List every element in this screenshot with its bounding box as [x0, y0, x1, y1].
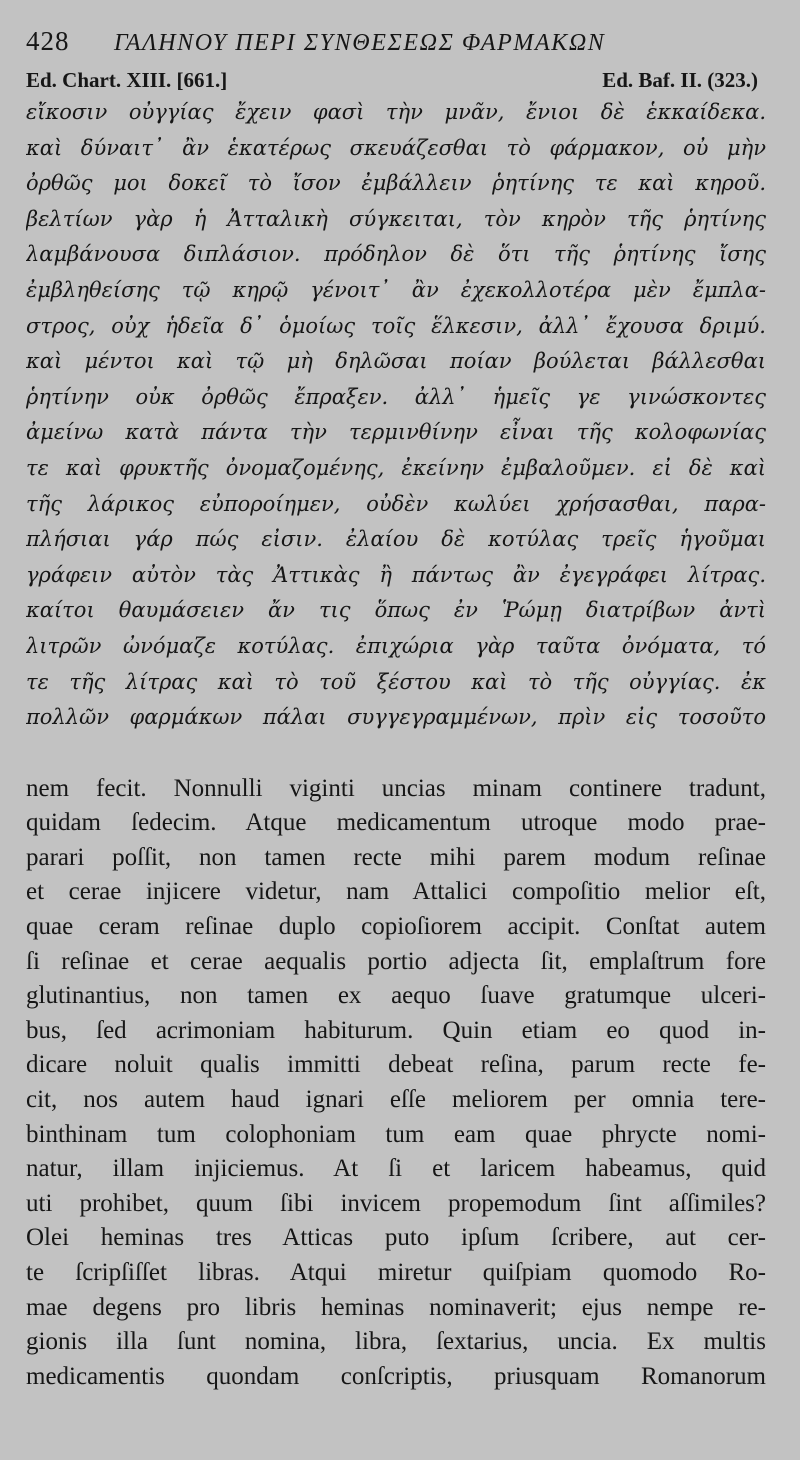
- latin-text-line: natur, illam injiciemus. At ſi et laricem habeamus, quid: [26, 1155, 766, 1183]
- latin-text-line: gionis illa ſunt nomina, libra, ſextarius, uncia. Ex multis: [26, 1328, 766, 1356]
- latin-text-line: quidam ſedecim. Atque medicamentum utroque modo prae-: [26, 809, 766, 837]
- greek-text-line: ῥητίνην οὐκ ὀρθῶς ἔπραξεν. ἀλλ᾽ ἡμεῖς γε γινώσκοντες: [26, 384, 766, 409]
- greek-text-line: καὶ μέντοι καὶ τῷ μὴ δηλῶσαι ποίαν βούλεται βάλλεσθαι: [26, 349, 766, 374]
- latin-text-line: te ſcripſiſſet libras. Atqui miretur quiſpiam quomodo Ro-: [26, 1259, 766, 1286]
- edition-reference-basel: Ed. Baf. II. (323.): [602, 68, 758, 92]
- greek-text-line: εἴκοσιν οὐγγίας ἔχειν φασὶ τὴν μνᾶν, ἔνιοι δὲ ἑκκαίδεκα.: [26, 100, 766, 124]
- greek-text-block: [26, 95, 766, 736]
- latin-text-line: ſi reſinae et cerae aequalis portio adjecta ſit, emplaſtrum fore: [26, 947, 766, 975]
- greek-text-line: ἀμείνω κατὰ πάντα τὴν τερμινθίνην εἶναι τῆς κολοφωνίας: [26, 420, 766, 445]
- greek-text-line: τῆς λάρικος εὐποροίημεν, οὐδὲν κωλύει χρήσασθαι, παρα-: [26, 491, 766, 516]
- greek-text-line: καὶ δύναιτ᾽ ἂν ἑκατέρως σκευάζεσθαι τὸ φάρμακον, οὐ μὴν: [26, 135, 766, 160]
- greek-text-line: γράφειν αὐτὸν τὰς Ἀττικὰς ἢ πάντως ἂν ἐγεγράφει λίτρας.: [26, 562, 766, 587]
- greek-text-line: τε καὶ φρυκτῆς ὀνομαζομένης, ἐκείνην ἐμβαλοῦμεν. εἰ δὲ καὶ: [26, 455, 766, 480]
- edition-reference-chartier: Ed. Chart. XIII. [661.]: [26, 68, 228, 92]
- latin-text-line: quae ceram reſinae duplo copioſiorem accipit. Conſtat autem: [26, 913, 766, 941]
- latin-text-line: cit, nos autem haud ignari eſſe meliorem per omnia tere-: [26, 1086, 766, 1114]
- greek-text-line: καίτοι θαυμάσειεν ἄν τις ὅπως ἐν Ῥώμῃ διατρίβων ἀντὶ: [26, 598, 766, 623]
- latin-text-line: dicare noluit qualis immitti debeat reſina, parum recte fe-: [26, 1051, 766, 1079]
- latin-text-line: glutinantius, non tamen ex aequo ſuave gratumque ulceri-: [26, 982, 766, 1010]
- latin-text-line: bus, ſed acrimoniam habiturum. Quin etiam eo quod in-: [26, 1016, 766, 1044]
- latin-text-block: [26, 772, 766, 1395]
- latin-text-line: parari poſſit, non tamen recte mihi parem modum reſinae: [26, 843, 766, 871]
- latin-text-line: nem fecit. Nonnulli viginti uncias minam continere tradunt,: [26, 774, 766, 802]
- section-gap: [26, 736, 766, 772]
- edition-reference-line: [26, 66, 766, 94]
- latin-text-line: et cerae injicere videtur, nam Attalici compoſitio melior eſt,: [26, 878, 766, 906]
- greek-text-line: στρος, οὐχ ἡδεῖα δ᾽ ὁμοίως τοῖς ἕλκεσιν, ἀλλ᾽ ἔχουσα δριμύ.: [26, 313, 766, 338]
- running-head: [26, 26, 766, 66]
- greek-text-line: λαμβάνουσα διπλάσιον. πρόδηλον δὲ ὅτι τῆς ῥητίνης ἴσης: [26, 242, 766, 267]
- greek-text-line: τε τῆς λίτρας καὶ τὸ τοῦ ξέστου καὶ τὸ τῆς οὐγγίας. ἐκ: [26, 669, 766, 694]
- greek-text-line: λιτρῶν ὠνόμαζε κοτύλας. ἐπιχώρια γὰρ ταῦτα ὀνόματα, τό: [26, 633, 766, 658]
- latin-text-line: medicamentis quondam conſcriptis, priusquam Romanorum: [26, 1362, 766, 1390]
- page-number: 428: [26, 26, 70, 56]
- latin-text-line: Olei heminas tres Atticas puto ipſum ſcribere, aut cer-: [26, 1224, 766, 1252]
- running-title: ΓΑΛΗΝΟΥ ΠΕΡΙ ΣΥΝΘΕΣΕΩΣ ΦΑΡΜΑΚΩΝ: [114, 30, 606, 56]
- greek-text-line: βελτίων γὰρ ἡ Ἀτταλικὴ σύγκειται, τὸν κηρὸν τῆς ῥητίνης: [26, 206, 766, 231]
- greek-text-line: ὀρθῶς μοι δοκεῖ τὸ ἴσον ἐμβάλλειν ῥητίνης τε καὶ κηροῦ.: [26, 171, 766, 196]
- latin-text-line: binthinam tum colophoniam tum eam quae phrycte nomi-: [26, 1120, 766, 1148]
- greek-text-line: ἐμβληθείσης τῷ κηρῷ γένοιτ᾽ ἂν ἐχεκολλοτέρα μὲν ἔμπλα-: [26, 277, 766, 302]
- latin-text-line: mae degens pro libris heminas nominaverit; ejus nempe re-: [26, 1293, 766, 1321]
- greek-text-line: πλήσιαι γάρ πώς εἰσιν. ἐλαίου δὲ κοτύλας τρεῖς ἡγοῦμαι: [26, 527, 766, 552]
- greek-text-line: πολλῶν φαρμάκων πάλαι συγγεγραμμένων, πρὶν εἰς τοσοῦτο: [26, 705, 766, 730]
- latin-text-line: uti prohibet, quum ſibi invicem propemodum ſint aſſimiles?: [26, 1189, 766, 1217]
